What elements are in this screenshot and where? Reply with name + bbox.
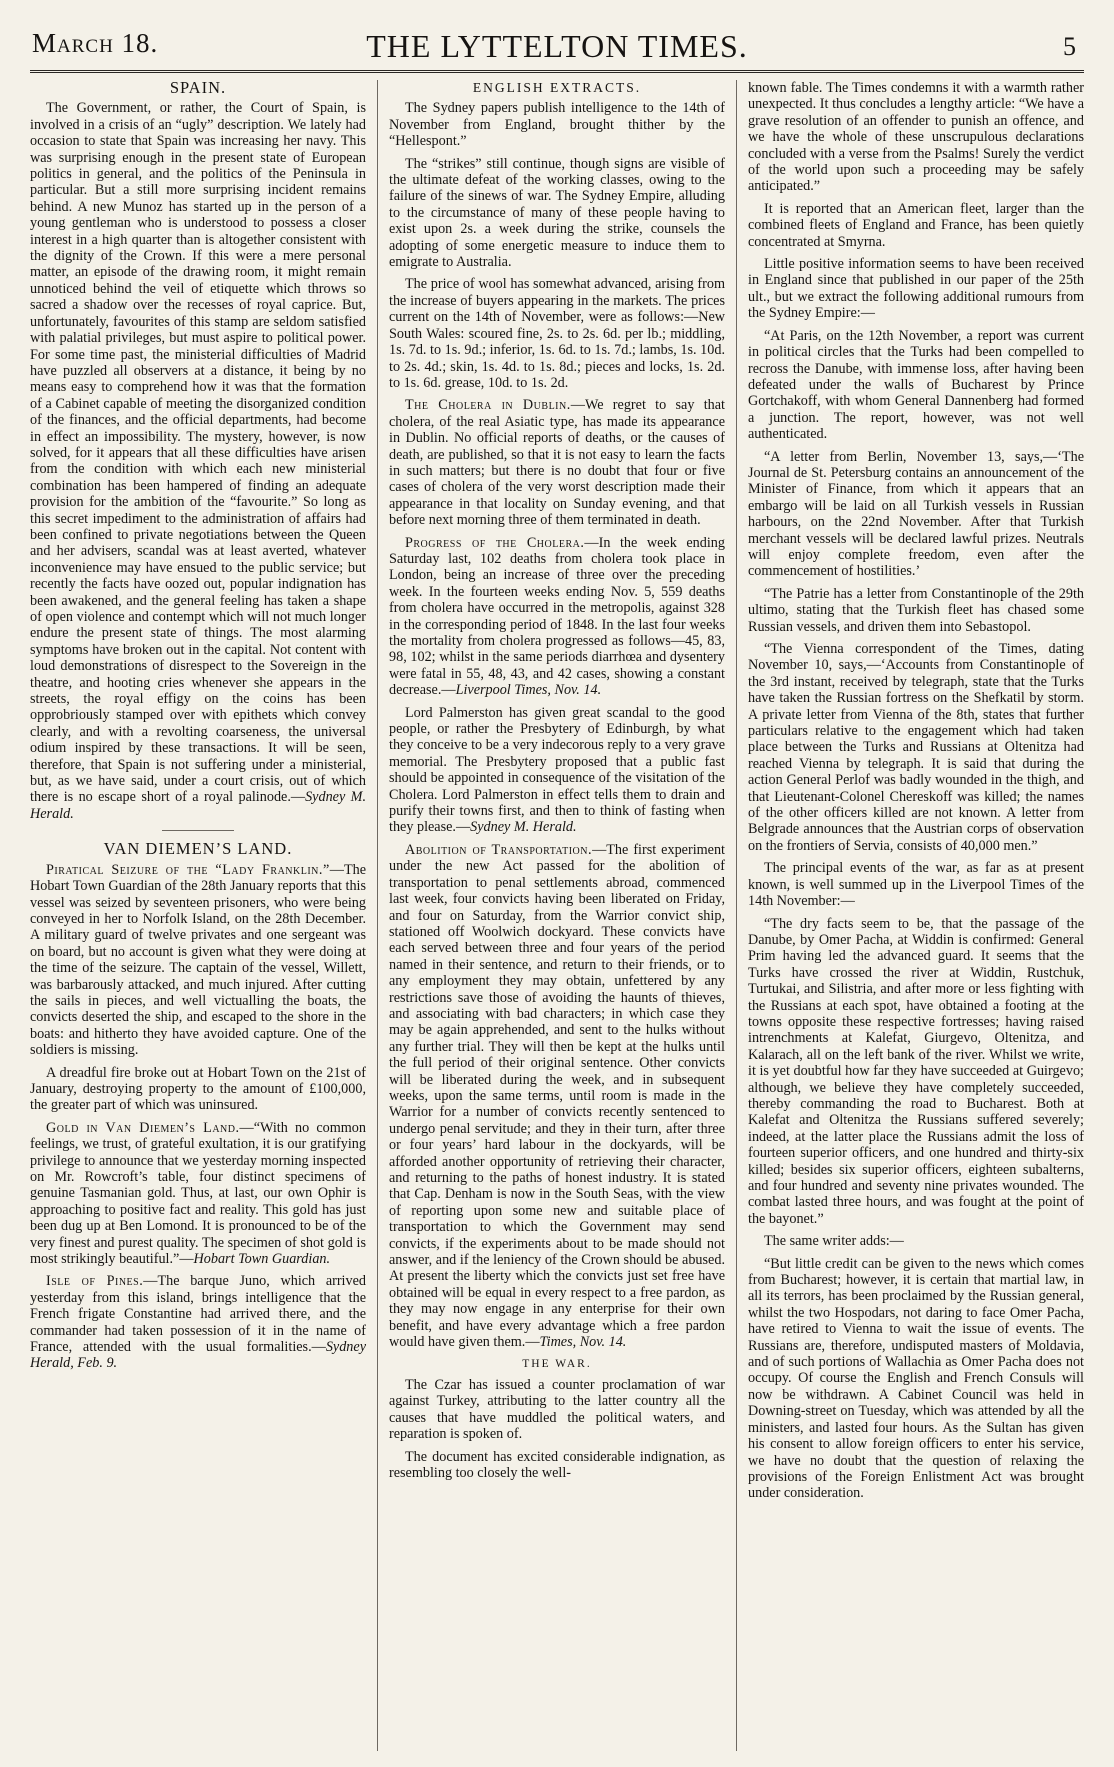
ee-p5-text: —In the week ending Saturday last, 102 deaths from cholera took place in London, being an increase of three over the preceding week. In the fourteen weeks ending Nov. 5, 559 deaths from cholera have occurred in the metropolis, against 328 in the corresponding period of 1848. In the last four weeks the mortality from cholera progressed as follows—45, 83, 98, 102; whilst in the same periods diarrhœa and dysentery were fatal in 55, 48, 43, and 42 cases, showing a constant decrease.— bbox=[389, 534, 725, 699]
war-paragraph-2: The document has excited considerable indignation, as resembling too closely the well- bbox=[389, 1448, 725, 1481]
c3-paragraph-6: “The Patrie has a letter from Constantinople of the 29th ultimo, stating that the Turkish fleet has chased some Russian vessels, and driven them into Sebastopol. bbox=[748, 585, 1084, 635]
vdl-p1-text: —The Hobart Town Guardian of the 28th January reports that this vessel was seized by seventeen prisoners, who were being conveyed in her to Norfolk Island, on the 28th December. A military guard of twelve privates and one sergeant was on board, but no account is given what they were doing at the time of the seizure. The captain of the vessel, Willett, was barbarously attacked, and much injured. After cutting the sails in pieces, and well victualling the boats, the convicts deserted the ship, and escaped to the shore in the boats: and hitherto they have avoided capture. One of the soldiers is missing. bbox=[30, 861, 366, 1059]
vdl-p4-lead: Isle of Pines. bbox=[46, 1273, 144, 1290]
vdl-paragraph-4 bbox=[30, 1273, 366, 1371]
c3-paragraph-4: “At Paris, on the 12th November, a report was current in political circles that the Turks had been compelled to recross the Danube, with immense loss, after having been defeated under the walls of Bucharest by Prince Gortchakoff, with whom General Dannenberg had formed a junction. The report, however, was not well authenticated. bbox=[748, 327, 1084, 443]
vdl-paragraph-3 bbox=[30, 1120, 366, 1268]
c3-paragraph-11: “But little credit can be given to the news which comes from Bucharest; however, it is certain that martial law, in all its terrors, has been proclaimed by the Russian general, whilst the two Hospodars, not daring to face Omer Pacha, have retired to Vienna to wait the issue of events. The Russians are, therefore, undisputed masters of Moldavia, and of such portions of Wallachia as Omer Pacha does not occupy. Of course the English and French Consuls will now be withdrawn. A Cabinet Council was held in Downing-street on Tuesday, which was attended by all the ministers, and lasted four hours. As the Sultan has given his consent to allow foreign officers to enter his service, we have no doubt that the question of relaxing the provisions of the Foreign Enlistment Act was brought under consideration. bbox=[748, 1255, 1084, 1502]
ee-p5-source: Liverpool Times, Nov. 14. bbox=[455, 682, 602, 699]
ee-p7-source: Times, Nov. 14. bbox=[539, 1334, 627, 1351]
c3-paragraph-8: The principal events of the war, as far as at present known, is well summed up in the Liverpool Times of the 14th November:— bbox=[748, 860, 1084, 910]
ee-p7-lead: Abolition of Transportation. bbox=[405, 841, 593, 858]
section-divider bbox=[162, 830, 234, 831]
vdl-heading: VAN DIEMEN’S LAND. bbox=[103, 839, 293, 859]
vdl-p3-lead: Gold in Van Diemen’s Land. bbox=[46, 1119, 240, 1136]
column-3 bbox=[736, 80, 1084, 1751]
page-number: 5 bbox=[1063, 32, 1076, 61]
vdl-p1-lead: Piratical Seizure of the “Lady Franklin.” bbox=[46, 861, 330, 878]
column-2 bbox=[377, 80, 736, 1751]
spain-paragraph bbox=[30, 100, 366, 822]
vdl-p4-text: —The barque Juno, which arrived yesterday from this island, brings intelligence that the French frigate Constantine had arrived there, and the commander had taken possession of it in the name of France, attended with the usual formalities.— bbox=[30, 1273, 366, 1356]
column-1 bbox=[30, 80, 377, 1751]
ee-paragraph-5 bbox=[389, 535, 725, 699]
c3-paragraph-3: Little positive information seems to have been received in England since that published in our paper of the 25th ult., but we extract the following additional rumours from the Sydney Empire:— bbox=[748, 256, 1084, 322]
ee-p5-lead: Progress of the Cholera. bbox=[405, 534, 585, 551]
spain-heading: SPAIN. bbox=[169, 80, 227, 97]
c3-paragraph-7: “The Vienna correspondent of the Times, dating November 10, says,—‘Accounts from Constantinople of the 3rd instant, received by telegraph, state that the Turks have taken the Russian fortress on the Shefkatil by storm. A private letter from Vienna of the 8th, states that further particulars relative to the engagement which had taken place between the Turks and Russians at Oltenitza had reached Vienna by telegraph. It is said that during the action General Perlof was badly wounded in the thigh, and that Lieutenant-Colonel Chereskoff was killed; the names of the other officers killed are not known. A letter from Belgrade announces that the Austrian corps of observation on the frontiers of Servia, consists of 40,000 men.” bbox=[748, 641, 1084, 854]
c3-paragraph-9: “The dry facts seem to be, that the passage of the Danube, by Omer Pacha, at Widdin is confirmed: General Prim having led the advanced guard. It seems that the Turks have crossed the river at Widdin, Rustchuk, Turtukai, and Silistria, and after more or less fighting with the Russians at each spot, have obtained a footing at the towns opposite these respective fortresses; having raised intrenchments at Kalefat, Giurgevo, Oltenitza, and Kalarach, all on the left bank of the river. Whilst we write, it is yet doubtful how far they have succeeded at Guirgevo; although, we believe they have completely succeeded, thereby commanding the road to Bucharest. Both at Kalefat and Oltenitza the Russians suffered severely; indeed, at the latter place the Russians admit the loss of fourteen superior officers, and one hundred and thirty-six killed; besides six superior officers, eighteen subalterns, and four hundred and seventy nine privates wounded. The combat lasted three hours, and was fought at the point of the bayonet.” bbox=[748, 915, 1084, 1227]
ee-p6-text: Lord Palmerston has given great scandal to the good people, or rather the Presbytery of Edinburgh, by what they conceive to be a very indecorous reply to a very grave memorial. The Presbytery proposed that a public fast should be appointed in consequence of the visitation of the Cholera. Lord Palmerston in effect tells them to drain and purify their towns first, and then to think of fasting when they please.— bbox=[389, 704, 725, 836]
ee-paragraph-4 bbox=[389, 397, 725, 528]
issue-date: March 18. bbox=[32, 28, 159, 58]
masthead bbox=[30, 22, 1084, 73]
vdl-p4-source: Sydney Herald, Feb. 9. bbox=[30, 1339, 366, 1372]
ee-p4-lead: The Cholera in Dublin. bbox=[405, 397, 571, 414]
war-paragraph-1: The Czar has issued a counter proclamation of war against Turkey, attributing to the latter country all the causes that have muddled the political waters, and reparation is spoken of. bbox=[389, 1376, 725, 1443]
vdl-paragraph-2: A dreadful fire broke out at Hobart Town on the 21st of January, destroying property to the amount of £100,000, the greater part of which was uninsured. bbox=[30, 1064, 366, 1114]
vdl-paragraph-1 bbox=[30, 862, 366, 1059]
ee-p6-source: Sydney M. Herald. bbox=[470, 819, 577, 836]
c3-paragraph-2: It is reported that an American fleet, larger than the combined fleets of England and France, has been quietly concentrated at Smyrna. bbox=[748, 200, 1084, 250]
spain-source: Sydney M. Herald. bbox=[30, 789, 366, 822]
spain-text: The Government, or rather, the Court of Spain, is involved in a crisis of an “ugly” description. We lately had occasion to state that Spain was increasing her navy. This was surprising enough in the present state of European politics in general, and the politics of the Peninsula in particular. But a still more surprising incident remains behind. A new Munoz has started up in the person of a young gentleman who is understood to possess a closer interest in a high quarter than is altogether consistent with the dignity of the Crown. If this were a mere personal matter, an episode of the drawing room, it might remain unnoticed behind the veil of etiquette which throws so sacred a shadow over the recesses of royal caprice. But, unfortunately, favourites of this stamp are seldom satisfied with palatial privileges, but must aspire to political power. For some time past, the ministerial difficulties of Madrid have puzzled all observers at a distance, it being by no means easy to comprehend how it was that the formation of a Cabinet capable of meeting the disorganized condition of the finances, and the official departments, had become in effect an impossibility. The mystery, however, is now solved, for it appears that all these difficulties have arisen from the condition with which each new ministerial combination has been hampered of finding an adequate provision for the ambition of the “favourite.” So long as this secret impediment to the administration of affairs had been confined to private negotiations between the Queen and her advisers, scandal was at least averted, whatever inconvenience may have ensued to the public service; but recently the facts have oozed out, popular indignation has been awakened, and the general feeling has taken a shape of open violence and contempt which will not much longer endure the present state of things. The most alarming symptoms have broken out in the capital. Not content with loud demonstrations of disrespect to the Sovereign in the theatre, and hooting cries whenever she appears in the streets, the royal effigy on the coins has been opprobriously stamped over with epithets which convey clearly, and with a revolting coarseness, the universal odium inspired by these transactions. It will be seen, therefore, that Spain is not suffering under a ministerial, but, as we have said, under a court crisis, out of which there is no escape short of a royal palinode.— bbox=[30, 100, 366, 806]
ee-p7-text: —The first experiment under the new Act passed for the abolition of transportation to penal settlements abroad, commenced last week, four convicts having been liberated on Friday, and four on Saturday, from the Warrior convict ship, stationed off Woolwich dockyard. These convicts have each served between three and four years of the period named in their sentence, and return to their friends, or to any employment they may obtain, unfettered by any restrictions save those of avoiding the haunts of thieves, and associating with bad characters; in which case they may be again apprehended, and sent to the hulks without any further trial. They will then be kept at the hulks until the full period of their original sentence. Other convicts will be liberated during the week, and in subsequent weeks, upon the same terms, until room is made in the Warrior for a number of convicts recently sentenced to undergo penal servitude; and they in their turn, after three or four years’ hard labour in the dockyards, will be afforded another opportunity of retrieving their character, and returning to the paths of honest industry. It is stated that Cap. Denham is now in the South Seas, with the view of reporting upon some new and suitable place of transportation to which the Government may send convicts, if the experiments about to be made should not answer, and if the leniency of the Crown should be abused. At present the liberty which the convicts just set free have obtained will be equal in every respect to a free pardon, as they may now engage in any enterprise for their own benefit, and have every advantage which a free pardon would have given them.— bbox=[389, 841, 726, 1351]
c3-paragraph-5: “A letter from Berlin, November 13, says,—‘The Journal de St. Petersburg contains an announcement of the Minister of Finance, from which it appears that an embargo will be laid on all Turkish vessels in Russian harbours, on the 22nd November. After that Turkish merchant vessels will be declared lawful prizes. Neutrals will enjoy complete freedom, even after the commencement of hostilities.’ bbox=[748, 448, 1084, 580]
ee-paragraph-1: The Sydney papers publish intelligence to the 14th of November from England, brought thither by the “Hellespont.” bbox=[389, 100, 725, 150]
vdl-p3-source: Hobart Town Guardian. bbox=[193, 1251, 331, 1268]
c3-paragraph-1: known fable. The Times condemns it with a warmth rather unexpected. It thus concludes a lengthy article: “We have a grave resolution of an offender to punish an offence, and we have the whole of these unscrupulous declarations concluded with a verse from the Psalms! Surely the verdict of the world upon such a proceeding may be safely anticipated.” bbox=[748, 80, 1084, 195]
ee-paragraph-7 bbox=[389, 842, 725, 1351]
ee-p4-text: —We regret to say that cholera, of the real Asiatic type, has made its appearance in Dublin. No official reports of deaths, or the causes of death, are published, so that it is not easy to learn the facts in such matters; but there is no doubt that four or five cases of cholera of the very worst description made their appearance in that locality on Sunday evening, and that before next morning three of them terminated in death. bbox=[389, 397, 725, 529]
ee-paragraph-2: The “strikes” still continue, though signs are visible of the ultimate defeat of the working classes, owing to the failure of the sinews of war. The Sydney Empire, alluding to the circumstance of many of these people having to exist upon 2s. a week during the strike, counsels the adopting of some energetic measure to induce them to emigrate to Australia. bbox=[389, 155, 725, 271]
ee-paragraph-3: The price of wool has somewhat advanced, arising from the increase of buyers appearing in the markets. The prices current on the 14th of November, were as follows:—New South Wales: scoured fine, 2s. to 2s. 6d. per lb.; middling, 1s. 7d. to 1s. 9d.; inferior, 1s. 6d. to 1s. 7d.; lambs, 1s. 10d. to 2s. 4d.; skin, 1s. 4d. to 1s. 8d.; pieces and locks, 1s. 2d. to 1s. 6d. grease, 10d. to 1s. 2d. bbox=[389, 276, 725, 391]
newspaper-title: THE LYTTELTON TIMES. bbox=[366, 28, 748, 64]
c3-paragraph-10: The same writer adds:— bbox=[764, 1233, 904, 1250]
vdl-p3-text: —“With no common feelings, we trust, of grateful exultation, it is our gratifying privilege to announce that we yesterday morning inspected on Mr. Rowcroft’s table, four distinct specimens of genuine Tasmanian gold. Thus, at last, our own Ophir is approaching to positive fact and reality. This gold has just been dug up at Ben Lomond. It is pronounced to be of the very finest and purest quality. The specimen of shot gold is most strikingly beautiful.”— bbox=[30, 1119, 366, 1268]
article-columns bbox=[30, 80, 1084, 1751]
english-extracts-heading: ENGLISH EXTRACTS. bbox=[472, 80, 642, 95]
ee-paragraph-6 bbox=[389, 705, 725, 836]
the-war-heading: THE WAR. bbox=[522, 1358, 592, 1371]
